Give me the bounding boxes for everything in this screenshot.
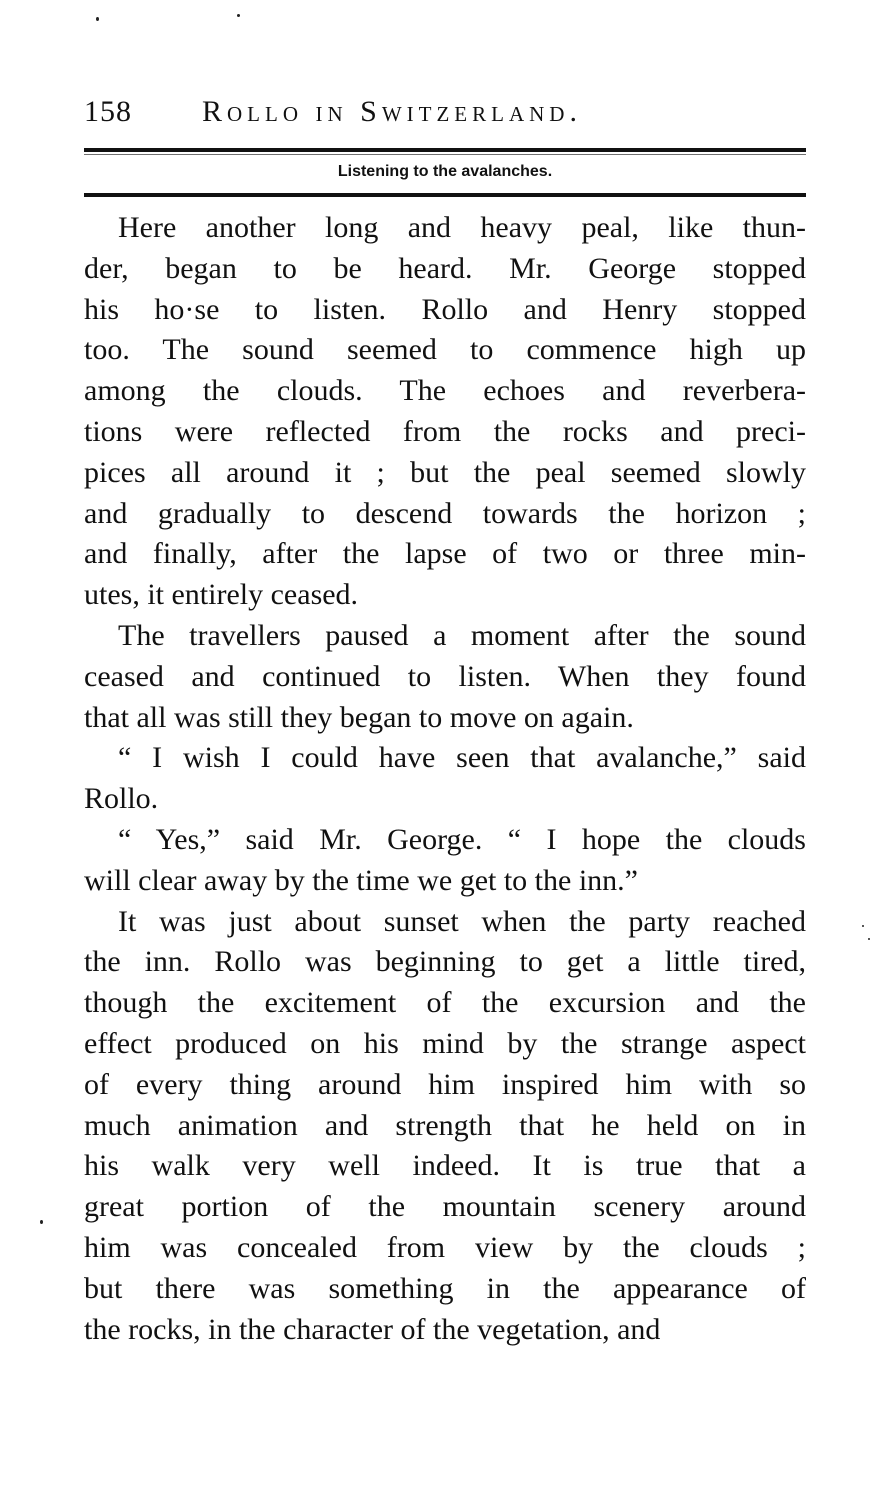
paragraph	[84, 738, 806, 820]
paragraph	[84, 820, 806, 902]
text-line: too. The sound seemed to commence high up	[84, 333, 806, 367]
ink-speck	[96, 17, 99, 21]
text-line: the inn. Rollo was beginning to get a little tired,	[84, 945, 806, 979]
text-line: his ho·se to listen. Rollo and Henry stopped	[84, 292, 806, 326]
paragraph	[84, 616, 806, 738]
text-line: great portion of the mountain scenery around	[84, 1190, 806, 1224]
header-rule-thin	[84, 154, 806, 155]
body-text	[84, 208, 806, 1350]
paragraph	[84, 208, 806, 616]
header-rule-top	[84, 148, 806, 152]
text-line: tions were reflected from the rocks and preci-	[84, 414, 806, 448]
text-line: that all was still they began to move on again.	[84, 700, 634, 734]
text-line: among the clouds. The echoes and reverbera-	[84, 374, 806, 408]
text-line: and finally, after the lapse of two or three min-	[84, 537, 806, 571]
text-line: much animation and strength that he held on in	[84, 1108, 806, 1142]
text-line: though the excitement of the excursion and the	[84, 986, 806, 1020]
text-line: It was just about sunset when the party reached	[118, 904, 806, 938]
ink-speck	[40, 1220, 43, 1224]
text-line: ceased and continued to listen. When they found	[84, 659, 806, 693]
text-line: his walk very well indeed. It is true that a	[84, 1149, 806, 1183]
ink-speck	[237, 14, 240, 17]
text-line: utes, it entirely ceased.	[84, 578, 359, 612]
text-line: him was concealed from view by the clouds ;	[84, 1230, 806, 1264]
section-caption: Listening to the avalanches.	[337, 163, 553, 180]
text-line: will clear away by the time we get to the inn.”	[84, 863, 638, 897]
text-line: but there was something in the appearance of	[84, 1271, 806, 1305]
text-line: Rollo.	[84, 782, 159, 816]
running-head	[84, 92, 814, 132]
text-line: pices all around it ; but the peal seemed slowly	[84, 455, 806, 489]
text-line: “ I wish I could have seen that avalanche,” said	[118, 741, 806, 775]
header-rule-bottom	[84, 193, 806, 197]
text-line: and gradually to descend towards the horizon ;	[84, 496, 806, 530]
book-title: Rollo in Switzerland.	[202, 95, 582, 128]
ink-speck	[868, 938, 870, 940]
text-line: of every thing around him inspired him with so	[84, 1067, 806, 1101]
paragraph	[84, 902, 806, 1351]
ink-speck	[862, 925, 864, 927]
text-line: der, began to be heard. Mr. George stopped	[84, 251, 806, 285]
text-line: Here another long and heavy peal, like thun-	[118, 211, 806, 244]
page-number: 158	[84, 95, 132, 128]
text-line: The travellers paused a moment after the sound	[118, 618, 806, 652]
text-line: the rocks, in the character of the vegetation, and	[84, 1312, 661, 1346]
text-line: “ Yes,” said Mr. George. “ I hope the clouds	[118, 822, 806, 856]
text-line: effect produced on his mind by the strange aspect	[84, 1026, 806, 1060]
